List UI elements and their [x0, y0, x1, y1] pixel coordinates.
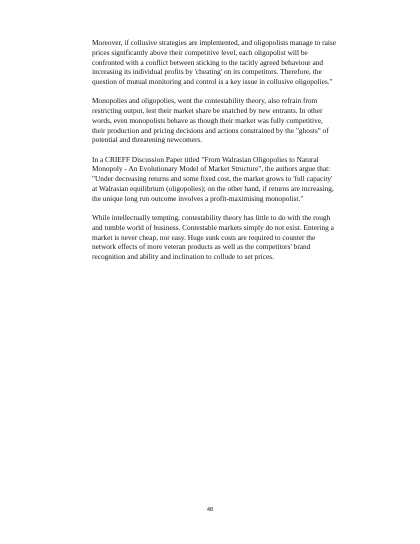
paragraph-collusion-monitoring: Moreover, if collusive strategies are implemented, and oligopolists manage to raise prices significantly above their competitive level, each oligopolist will be confronted with a conflict between sticking to the tacitly agreed behaviour and increasing its individual profits by 'cheating' on its competitors. Therefore, the question of mutual monitoring and control is a key issue in collusive oligopolies.": [92, 38, 337, 86]
body-text: [92, 38, 338, 271]
paragraph-contestability-theory: Monopolies and oligopolies, went the contestability theory, also refrain from restricting output, lest their market share be snatched by new entrants. In other words, even monopolists behave as though their market was fully competitive, their production and pricing decisions and actions constrained by the "ghosts" of potential and threatening newcomers.: [92, 96, 329, 145]
paragraph-crieff-paper: In a CRIEFF Discussion Paper titled "From Walrasian Oligopolies to Natural Monopoly - An Evolutionary Model of Market Structure", the authors argue that: "Under decreasing returns and some fixed cost, the market grows to 'full capacity' at Walrasian equilibrium (oligopolies); on the other hand, if returns are increasing, the unique long run outcome involves a profit-maximising monopolist.": [92, 154, 334, 203]
page-number: 48: [206, 507, 214, 513]
paragraph-critique: While intellectually tempting, contestability theory has little to do with the rough and tumble world of business. Contestable markets simply do not exist. Entering a market is never cheap, nor easy. Huge sunk costs are required to counter the network effects of more veteran products as well as the competitors' brand recognition and ability and inclination to collude to set prices.: [92, 213, 334, 262]
